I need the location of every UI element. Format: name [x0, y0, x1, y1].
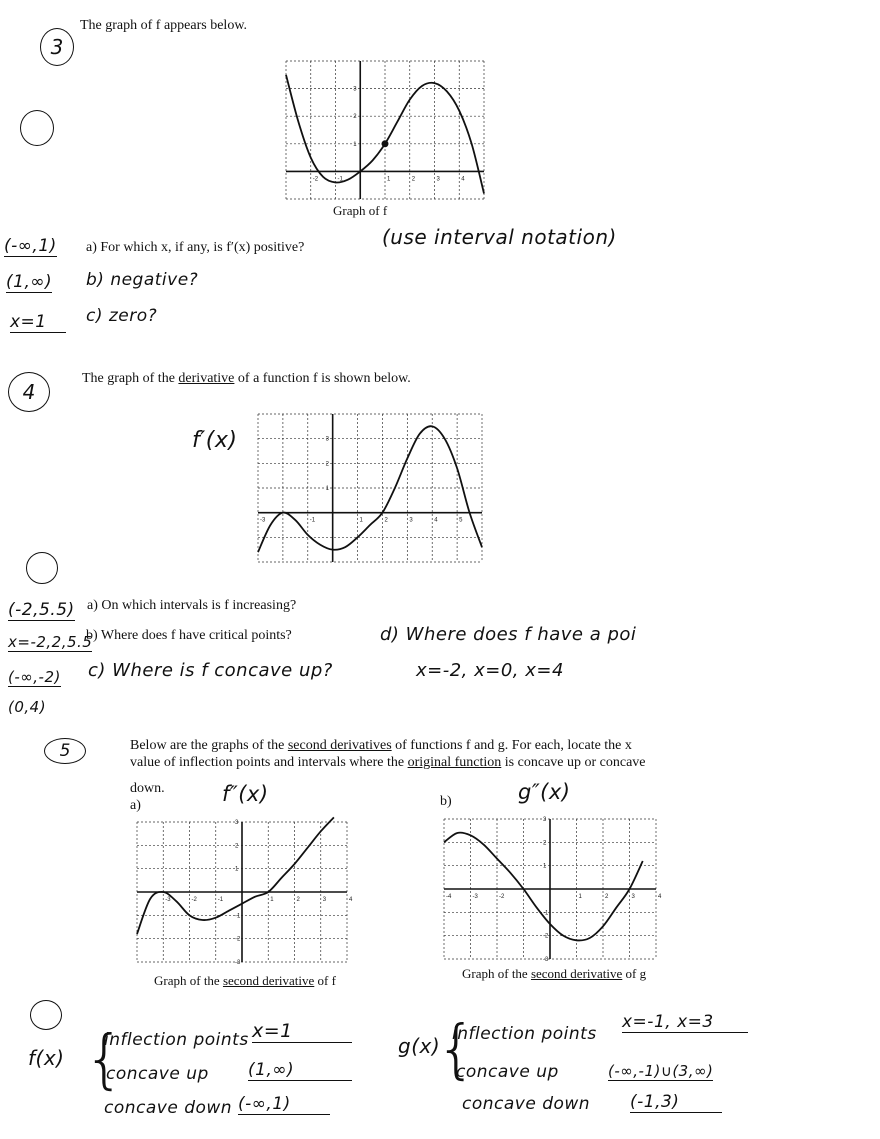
q4a-question: a) On which intervals is f increasing?: [87, 598, 297, 613]
q3-header: The graph of f appears below.: [80, 18, 248, 33]
x-tick-label: -3: [260, 517, 266, 524]
x-tick-label: -2: [191, 897, 197, 903]
q4-header-derivative: derivative: [178, 371, 235, 386]
y-tick-label: 1: [325, 486, 330, 492]
x-tick-label: -3: [472, 894, 478, 900]
series-line-g'': [444, 833, 643, 941]
q3b-question: b) negative?: [86, 270, 199, 290]
gx-row-1-label: inflection points: [452, 1024, 597, 1044]
y-tick-label: 1: [353, 141, 357, 148]
q5-part-a-label: a): [130, 798, 141, 813]
f-caption-pre: Graph of the: [154, 973, 223, 988]
q4a-answer: (-2,5.5): [8, 600, 75, 620]
q5-intro-2a: value of inflection points and intervals where the: [130, 755, 408, 770]
x-tick-label: 1: [578, 894, 582, 900]
bubble-circle: [20, 110, 54, 146]
q4-header-post: of a function f is shown below.: [234, 371, 411, 386]
q5-intro-2u: original function: [407, 755, 502, 770]
g-caption-pre: Graph of the: [462, 966, 531, 981]
q4-header-pre: The graph of the: [82, 371, 179, 386]
fx-row-3-label: concave down: [104, 1098, 233, 1118]
fx-row-2-value: (1,∞): [248, 1060, 352, 1081]
y-tick-label: 3: [543, 817, 547, 823]
y-tick-label: 1: [235, 866, 239, 873]
q5-intro-line1: [130, 738, 632, 754]
f-caption-post: of f: [314, 973, 336, 988]
q4c-answer: (-∞,-2): [8, 668, 61, 686]
f-second-caption: [154, 973, 336, 989]
y-tick-label: 2: [325, 461, 330, 468]
q5-intro-2b: is concave up or concave: [501, 755, 646, 770]
y-tick-label: 2: [353, 114, 357, 121]
y-tick-label: 1: [543, 863, 547, 870]
q3c-question: c) zero?: [86, 306, 158, 326]
x-tick-label: 4: [461, 176, 465, 183]
y-tick-label: 2: [543, 840, 547, 847]
y-tick-label: 3: [353, 86, 357, 93]
x-tick-label: 5: [459, 517, 463, 524]
gx-side-label: g(x): [398, 1034, 441, 1058]
x-tick-label: 2: [384, 517, 388, 524]
q5-intro-1a: Below are the graphs of the: [130, 738, 288, 753]
gdoubleprime-hand-label: g″(x): [518, 780, 571, 804]
gx-row-3-label: concave down: [462, 1094, 591, 1114]
x-tick-label: 3: [436, 176, 440, 183]
x-tick-label: 1: [270, 897, 274, 903]
q4d-answer: x=-2, x=0, x=4: [416, 660, 564, 681]
x-tick-label: 1: [359, 517, 363, 524]
x-tick-label: 3: [631, 894, 635, 900]
q5-intro-line2: [130, 755, 646, 771]
x-tick-label: -1: [217, 897, 224, 903]
marked-point: [382, 140, 389, 147]
q3a-question: a) For which x, if any, is f′(x) positive?: [86, 240, 305, 255]
x-tick-label: 2: [296, 897, 300, 903]
fx-row-1-label: inflection points: [104, 1030, 249, 1050]
gx-row-3-value: (-1,3): [630, 1092, 722, 1113]
q5-part-b-label: b): [440, 794, 452, 809]
q4c-answer-2: (0,4): [8, 698, 47, 716]
fx-row-2-label: concave up: [106, 1064, 209, 1084]
y-tick-label: -2: [235, 936, 241, 943]
x-tick-label: 2: [605, 894, 609, 900]
graph-f: [280, 55, 490, 205]
question-3-number: 3: [40, 28, 74, 66]
question-5-number: 5: [44, 738, 86, 764]
graph-f-caption: Graph of f: [333, 203, 388, 218]
q4c-question: c) Where is f concave up?: [88, 660, 333, 681]
fx-row-1-value: x=1: [252, 1020, 352, 1043]
gx-brace: {: [436, 1013, 477, 1087]
q3c-answer: x=1: [10, 312, 66, 333]
x-tick-label: 1: [387, 176, 391, 183]
bubble-circle-3: [30, 1000, 62, 1030]
series-line-f': [258, 426, 482, 552]
q3a-answer: (-∞,1): [4, 236, 57, 256]
q5-intro-1b: of functions f and g. For each, locate the x: [391, 738, 632, 753]
q5-intro-1u: second derivatives: [287, 738, 392, 753]
f-caption-u: second derivative: [222, 973, 315, 988]
fdoubleprime-hand-label: f″(x): [222, 782, 269, 806]
x-tick-label: 4: [658, 894, 662, 900]
graph-f-second-derivative: [133, 818, 351, 966]
x-tick-label: 2: [411, 176, 416, 183]
x-tick-label: -1: [337, 176, 343, 183]
x-tick-label: -2: [499, 894, 505, 900]
g-caption-post: of g: [622, 966, 647, 981]
y-tick-label: -1: [543, 910, 549, 917]
y-tick-label: -3: [543, 957, 549, 963]
q4b-answer: x=-2,2,5.5: [8, 633, 93, 651]
x-tick-label: -3: [165, 897, 171, 903]
q4b-question: b) Where does f have critical points?: [86, 628, 292, 643]
q5-intro-line3: down.: [130, 781, 165, 796]
y-tick-label: 2: [235, 843, 239, 850]
g-second-caption: [462, 966, 646, 982]
y-tick-label: -1: [235, 913, 241, 920]
y-tick-label: -2: [543, 933, 549, 940]
gx-row-2-label: concave up: [456, 1062, 559, 1082]
graph-fprime: [252, 408, 488, 568]
gx-row-1-value: x=-1, x=3: [622, 1012, 748, 1033]
x-tick-label: 3: [322, 897, 327, 903]
fx-side-label: f(x): [28, 1046, 65, 1070]
x-tick-label: -1: [309, 517, 316, 524]
fx-brace: {: [84, 1023, 125, 1097]
x-tick-label: 4: [434, 517, 438, 524]
q4-header: [82, 371, 411, 387]
q3b-answer: (1,∞): [6, 272, 53, 292]
graph-g-second-derivative: [440, 815, 660, 963]
gx-row-2-value: (-∞,-1)∪(3,∞): [608, 1062, 714, 1080]
question-4-number: 4: [8, 372, 50, 412]
y-tick-label: -3: [235, 960, 241, 966]
y-tick-label: 3: [325, 436, 330, 443]
x-tick-label: -2: [312, 176, 319, 183]
fprime-hand-label: f′(x): [192, 428, 238, 453]
fx-row-3-value: (-∞,1): [238, 1094, 330, 1115]
bubble-circle-2: [26, 552, 58, 584]
g-caption-u: second derivative: [530, 966, 623, 981]
x-tick-label: 4: [349, 897, 353, 903]
x-tick-label: -4: [446, 894, 452, 900]
q3a-note: (use interval notation): [382, 225, 617, 249]
y-tick-label: 3: [235, 820, 239, 826]
q4d-question: d) Where does f have a poi: [380, 624, 637, 645]
x-tick-label: 3: [409, 517, 413, 524]
